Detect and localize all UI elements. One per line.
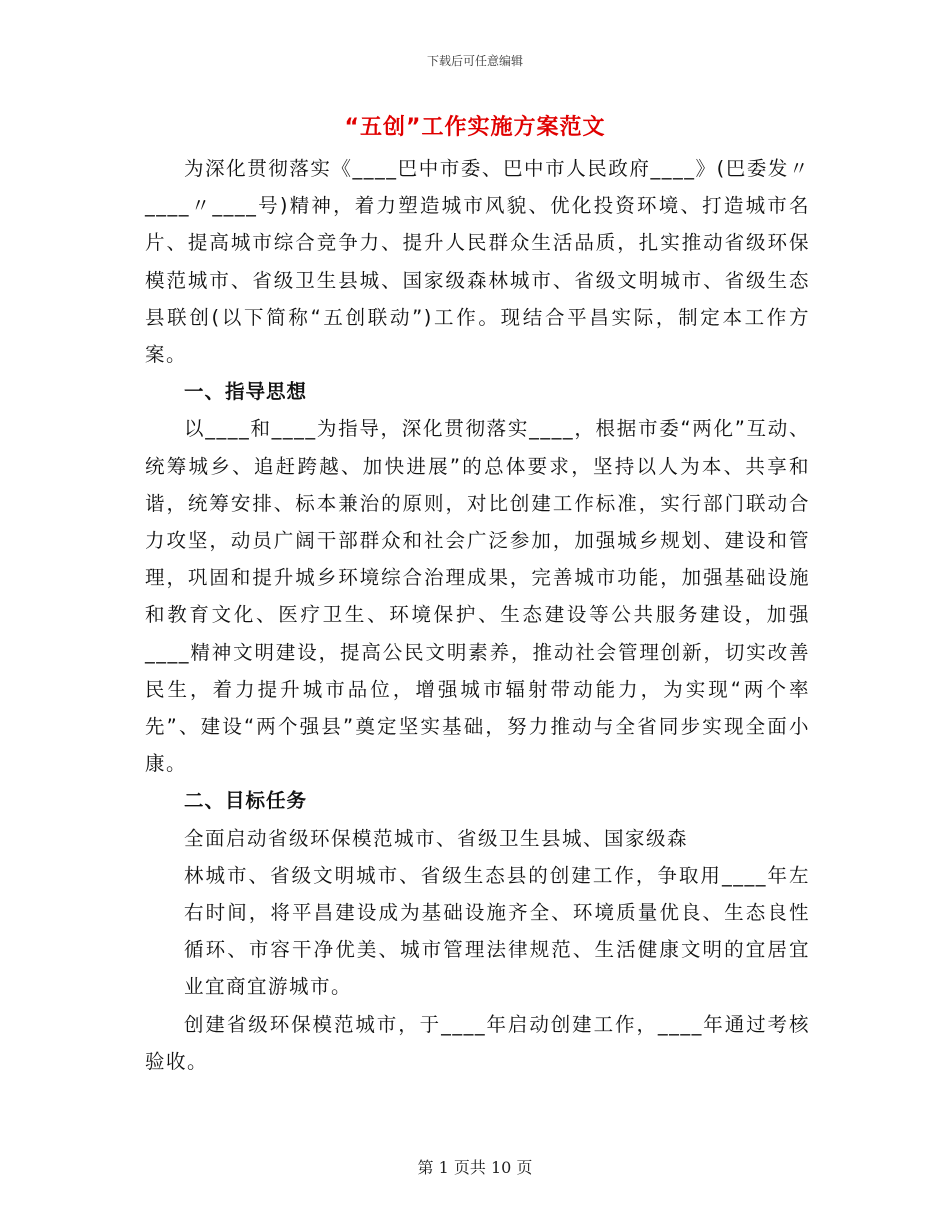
section-heading-goals: 二、目标任务: [184, 789, 308, 813]
guiding-thought-paragraph: 以____和____为指导，深化贯彻落实____，根据市委“两化”互动、统筹城乡、追赶跨越、加快进展”的总体要求，坚持以人为本、共享和谐，统筹安排、标本兼治的原则，对比创建工作标准，实行部门联动合力攻坚，动员广阔干部群众和社会广泛参加，加强城乡规划、建设和管理，巩固和提升城乡环境综合治理成果，完善城市功能，加强基础设施和教育文化、医疗卫生、环境保护、生态建设等公共服务建设，加强____精神文明建设，提高公民文明素养，推动社会管理创新，切实改善民生，着力提升城市品位，增强城市辐射带动能力，为实现“两个率先”、建设“两个强县”奠定坚实基础，努力推动与全省同步实现全面小康。: [145, 417, 810, 776]
intro-paragraph: 为深化贯彻落实《____巴中市委、巴中市人民政府____》(巴委发〃____〃____号)精神，着力塑造城市风貌、优化投资环境、打造城市名片、提高城市综合竞争力、提升人民群众生活品质，扎实推动省级环保模范城市、省级卫生县城、国家级森林城市、省级文明城市、省级生态县联创(以下简称“五创联动”)工作。现结合平昌实际，制定本工作方案。: [145, 157, 810, 367]
section-heading-guiding-thought: 一、指导思想: [184, 380, 308, 404]
goals-paragraph-continued: 林城市、省级文明城市、省级生态县的创建工作，争取用____年左右时间，将平昌建设成为基础设施齐全、环境质量优良、生态良性循环、市容干净优美、城市管理法律规范、生活健康文明的宜居宜业宜商宜游城市。: [184, 863, 810, 999]
document-body: [145, 150, 810, 1080]
page-number-footer: 第 1 页共 10 页: [417, 1158, 533, 1177]
goals-paragraph-line1: 全面启动省级环保模范城市、省级卫生县城、国家级森: [184, 826, 689, 850]
header-note: 下载后可任意编辑: [426, 54, 523, 68]
environment-city-paragraph: 创建省级环保模范城市，于____年启动创建工作，____年通过考核验收。: [145, 1012, 810, 1073]
document-title: “五创”工作实施方案范文: [344, 115, 606, 140]
